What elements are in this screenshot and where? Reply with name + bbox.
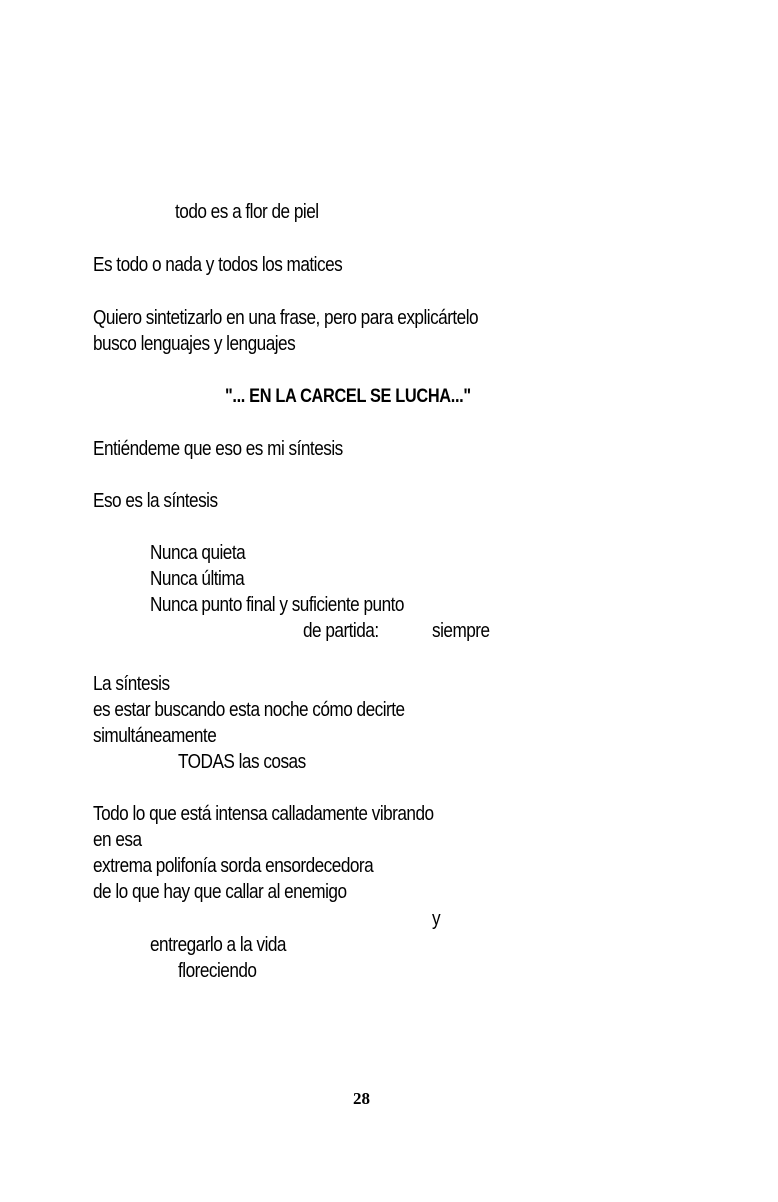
poem-line: busco lenguajes y lenguajes <box>93 333 296 355</box>
poem-line: Nunca punto final y suficiente punto <box>150 594 404 616</box>
poem-line: Nunca quieta <box>150 542 246 564</box>
poem-line: en esa <box>93 829 142 851</box>
poem-line: y <box>432 908 441 930</box>
poem-line: todo es a flor de piel <box>175 201 319 223</box>
poem-line: Quiero sintetizarlo en una frase, pero para explicártelo <box>93 307 479 329</box>
poem-line: Todo lo que está intensa calladamente vibrando <box>93 803 434 825</box>
poem-line: de partida: <box>303 620 379 642</box>
poem-line: Eso es la síntesis <box>93 490 218 512</box>
poem-line: Es todo o nada y todos los matices <box>93 254 343 276</box>
poem-line: es estar buscando esta noche cómo decirte <box>93 699 405 721</box>
poem-line: de lo que hay que callar al enemigo <box>93 881 347 903</box>
poem-line: simultáneamente <box>93 725 217 747</box>
poem-line: floreciendo <box>178 960 257 982</box>
poem-line: TODAS las cosas <box>178 751 306 773</box>
poem-line: extrema polifonía sorda ensordecedora <box>93 855 374 877</box>
poem-line: Nunca última <box>150 568 245 590</box>
poem-line: siempre <box>432 620 490 642</box>
page-number: 28 <box>353 1089 370 1108</box>
poem-heading: "... EN LA CARCEL SE LUCHA..." <box>225 386 471 407</box>
poem-line: Entiéndeme que eso es mi síntesis <box>93 438 343 460</box>
poem-line: La síntesis <box>93 673 170 695</box>
poem-line: entregarlo a la vida <box>150 934 286 956</box>
